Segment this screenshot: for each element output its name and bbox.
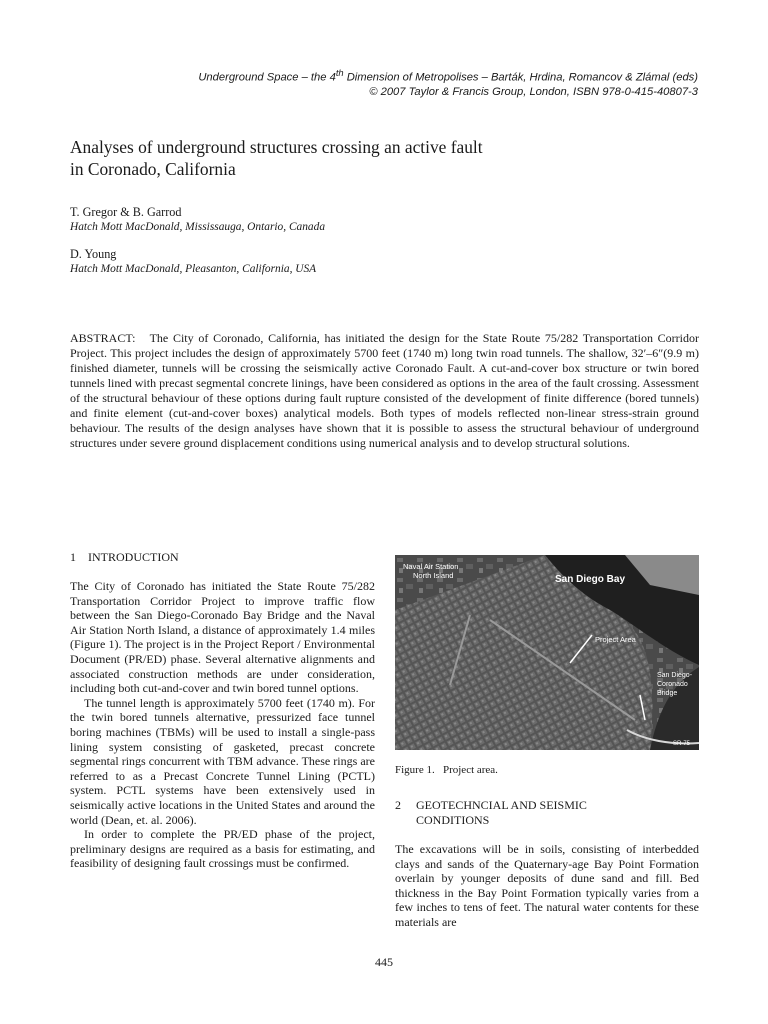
map-label-san-diego-bay: San Diego Bay: [555, 574, 626, 585]
map-label-project-area: Project Area: [595, 635, 636, 644]
author-block-1: [70, 205, 325, 235]
figure-caption: Figure 1. Project area.: [395, 764, 498, 776]
page-number: 445: [375, 955, 393, 969]
map-label-naval: Naval Air Station: [403, 562, 459, 571]
abstract: [70, 331, 699, 451]
map-label-bridge: Coronado: [657, 681, 688, 688]
abstract-label: ABSTRACT:: [70, 331, 136, 345]
author-affiliation: Hatch Mott MacDonald, Mississauga, Ontario, Canada: [70, 221, 326, 233]
header-line-1: [58, 66, 698, 85]
running-header: [58, 66, 698, 99]
left-column: [70, 550, 375, 871]
header-text: Underground Space – the 4: [198, 71, 336, 84]
header-superscript: th: [335, 68, 344, 78]
title-line-1: Analyses of underground structures crossing an active fault: [70, 137, 483, 157]
paper-title: [70, 136, 630, 180]
paragraph: The City of Coronado has initiated the State Route 75/282 Transportation Corridor Project to improve traffic flow between the San Diego-Coronado Bay Bridge and the Naval Air Station North Island, a distance of approximately 1.4 miles (Figure 1). The project is in the Project Report / Environmental Document (PR/ED) phase. Several alternative alignments and associated construction methods are under consideration, including both cut-and-cover and twin bored tunnel options.: [70, 579, 375, 696]
header-text: Dimension of Metropolises – Barták, Hrdina, Romancov & Zlámal (eds): [343, 71, 698, 84]
map-label-bridge: Bridge: [657, 690, 678, 697]
section-number: 2: [395, 798, 401, 812]
right-column: [395, 798, 699, 930]
paragraph: The excavations will be in soils, consisting of interbedded clays and sands of the Quaternary-age Bay Point Formation overlain by younger deposits of dune sand and fill. Bed thickness in the Bay Point Formation typically varies from a few inches to tens of feet. The natural water contents for these materials are: [395, 842, 699, 929]
author-block-2: [70, 247, 316, 277]
section-title: [416, 798, 587, 828]
author-names: T. Gregor & B. Garrod: [70, 205, 182, 219]
section-title-line: CONDITIONS: [416, 813, 490, 827]
author-names: D. Young: [70, 247, 117, 261]
abstract-text: The City of Coronado, California, has initiated the design for the State Route 75/282 Transportation Corridor Project. This project includes the design of approximately 5700 feet (1740 m) long twin road tunnels. The shallow, 32′–6″(9.9 m) finished diameter, tunnels will be crossing the seismically active Coronado Fault. A cut-and-cover box structure or twin bored tunnels lined with precast segmental concrete linings, have been considered as options in the area of the fault crossing. Assessment of the structural behaviour of these options during fault rupture consisted of the development of finite difference (bored tunnels) and finite element (cut-and-cover boxes) analytical models. Both types of models reflected non-linear stress-strain ground behaviour. The results of the design analyses have shown that it is possible to assess the structural behaviour of underground structures under severe ground displacement conditions using numerical analysis and to develop structural solutions.: [70, 331, 700, 450]
author-affiliation: Hatch Mott MacDonald, Pleasanton, California, USA: [70, 263, 317, 275]
header-line-2: © 2007 Taylor & Francis Group, London, ISBN 978-0-415-40807-3: [369, 85, 698, 98]
paragraph: The tunnel length is approximately 5700 feet (1740 m). For the twin bored tunnels alternative, pressurized face tunnel boring machines (TBMs) will be used to install a single-pass lining system consisting of gasketed, precast concrete segmental rings concurrent with TBM advance. These rings are referred to as a Precast Concrete Tunnel Lining (PCTL) system. PCTL systems have been extensively used in seismically active locations in the United States and around the world (Dean, et. al. 2006).: [70, 695, 375, 827]
aerial-map-image: [395, 555, 699, 750]
title-line-2: in Coronado, California: [70, 159, 236, 179]
section-heading-geotechnical: [395, 798, 699, 828]
map-label-north-island: North Island: [413, 571, 454, 580]
map-label-bridge: San Diego-: [657, 672, 693, 679]
section-title-line: GEOTECHNCIAL AND SEISMIC: [416, 798, 587, 812]
section-heading-introduction: 1 INTRODUCTION: [70, 550, 179, 564]
project-area-aerial-photo: [395, 555, 699, 750]
paragraph: In order to complete the PR/ED phase of the project, preliminary designs are required as a basis for estimating, and feasibility of designing fault crossings must be confirmed.: [70, 827, 375, 871]
map-label-route: SR-75: [673, 741, 691, 747]
